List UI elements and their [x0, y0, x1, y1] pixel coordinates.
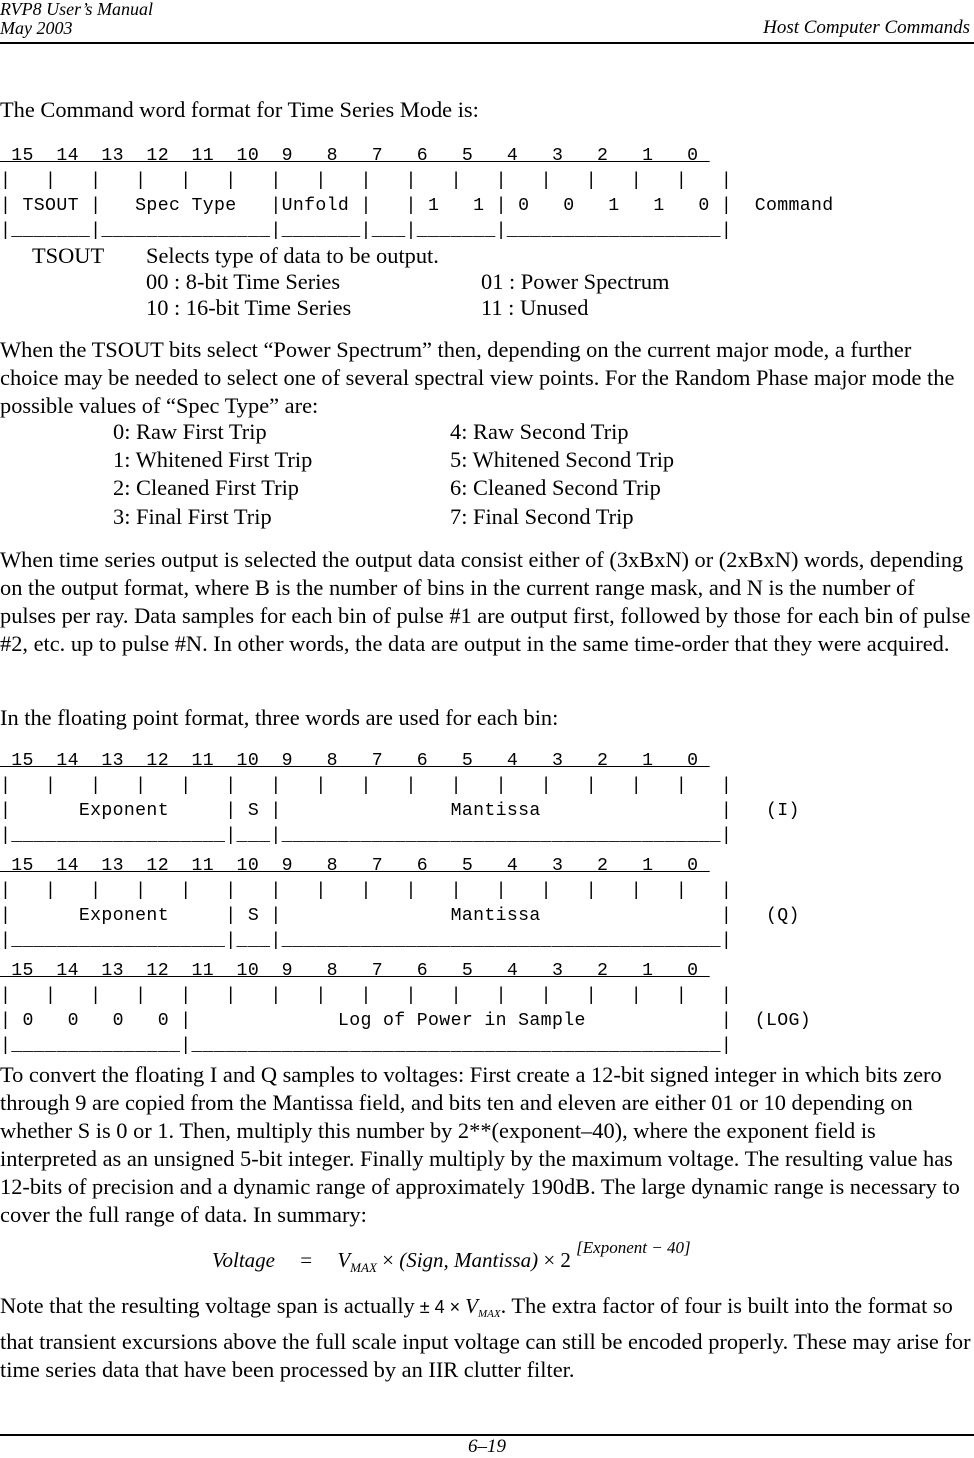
paragraph-spectrum: When the TSOUT bits select “Power Spectrum” then, depending on the current major mode, a further choice may be needed to select one of several spectral view points. For the Random Phase major mode the possible values of “Spec Type” are: [0, 337, 955, 418]
paragraph-floating-point: In the floating point format, three words are used for each bin: [0, 705, 559, 730]
bottom-rule-row: |___________________|___|_______________________________________| [0, 826, 733, 846]
note-text-before: Note that the resulting voltage span is actually [0, 1293, 415, 1318]
tsout-option: 00 : 8-bit Time Series [146, 269, 341, 294]
note-text-after: . The extra factor of four is built into the format so that transient excursions above the full scale input voltage can still be encoded properly. These may arise for time series data that have been processed by an IIR clutter filter. [0, 1293, 971, 1382]
header-rule [0, 42, 974, 44]
formula-exponent: [Exponent − 40] [576, 1238, 691, 1257]
paragraph-note [0, 1292, 974, 1384]
tsout-label: TSOUT [32, 243, 105, 268]
spec-type-item: 6: Cleaned Second Trip [450, 475, 661, 500]
field-row: | Exponent | S | Mantissa | (Q) [0, 906, 800, 926]
formula-times: × [543, 1248, 556, 1272]
bit-tick-row: | | | | | | | | | | | | | | | | | [0, 776, 733, 796]
page-number: 6–19 [468, 1436, 506, 1457]
formula-lhs: Voltage [212, 1248, 275, 1272]
bit-number-row: 15 14 13 12 11 10 9 8 7 6 5 4 3 2 1 0 [0, 146, 710, 166]
formula-equals: = [300, 1248, 313, 1272]
manual-date: May 2003 [0, 18, 73, 38]
intro-paragraph: The Command word format for Time Series Mode is: [0, 97, 479, 122]
spec-type-item: 7: Final Second Trip [450, 504, 634, 529]
paragraph-time-series: When time series output is selected the output data consist either of (3xBxN) or (2xBxN) words, depending on the output format, where B is the number of bins in the current range mask, and N is the number of pulses per ray. Data samples for each bin of pulse #1 are output first, followed by those for each bin of pulse #2, etc. up to pulse #N. In other words, the data are output in the same time-order that they were acquired. [0, 547, 971, 656]
bit-tick-row: | | | | | | | | | | | | | | | | | [0, 881, 733, 901]
tsout-description: Selects type of data to be output. [146, 243, 439, 268]
command-word-diagram [0, 144, 834, 244]
tsout-option: 11 : Unused [481, 295, 589, 320]
log-word-diagram [0, 959, 811, 1059]
voltage-formula [212, 1238, 691, 1276]
spec-type-item: 3: Final First Trip [113, 504, 272, 529]
paragraph-conversion: To convert the floating I and Q samples to voltages: First create a 12-bit signed integer in which bits zero through 9 are copied from the Mantissa field, and bits ten and eleven are either 01 or 10 depending on whether S is 0 or 1. Then, multiply this number by 2**(exponent–40), where the exponent field is interpreted as an unsigned 5-bit integer. Finally multiply by the maximum voltage. The resulting value has 12-bits of precision and a dynamic range of approximately 190dB. The large dynamic range is necessary to cover the full range of data. In summary: [0, 1062, 960, 1227]
spec-type-item: 1: Whitened First Trip [113, 447, 313, 472]
spec-type-item: 4: Raw Second Trip [450, 419, 629, 444]
bottom-rule-row: |_______________|_______________________________________________| [0, 1036, 733, 1056]
bit-number-row: 15 14 13 12 11 10 9 8 7 6 5 4 3 2 1 0 [0, 961, 710, 981]
spec-type-item: 0: Raw First Trip [113, 419, 267, 444]
manual-title: RVP8 User’s Manual [0, 0, 153, 19]
bit-tick-row: | | | | | | | | | | | | | | | | | [0, 171, 733, 191]
note-math-v: V [465, 1294, 478, 1318]
note-math-pm: ± 4 × [414, 1297, 466, 1317]
field-row: | Exponent | S | Mantissa | (I) [0, 801, 800, 821]
formula-times: × [382, 1248, 394, 1272]
tsout-option: 01 : Power Spectrum [481, 269, 670, 294]
formula-base: 2 [560, 1248, 571, 1272]
note-math-sub: MAX [477, 1308, 501, 1320]
field-row: | TSOUT | Spec Type |Unfold | | 1 1 | 0 0 1 1 0 | Command [0, 196, 834, 216]
q-word-diagram [0, 854, 800, 954]
bit-number-row: 15 14 13 12 11 10 9 8 7 6 5 4 3 2 1 0 [0, 751, 710, 771]
note-inline-math [414, 1294, 501, 1320]
spec-type-item: 2: Cleaned First Trip [113, 475, 299, 500]
bit-tick-row: | | | | | | | | | | | | | | | | | [0, 986, 733, 1006]
field-row: | 0 0 0 0 | Log of Power in Sample | (LOG) [0, 1011, 812, 1031]
bottom-rule-row: |___________________|___|_______________________________________| [0, 931, 733, 951]
formula-v: V [337, 1248, 351, 1272]
formula-paren: (Sign, Mantissa) [399, 1248, 539, 1272]
header-left [0, 0, 153, 38]
section-title: Host Computer Commands [763, 17, 970, 38]
formula-v-subscript: MAX [350, 1260, 377, 1275]
bit-number-row: 15 14 13 12 11 10 9 8 7 6 5 4 3 2 1 0 [0, 856, 710, 876]
bottom-rule-row: |_______|_______________|_______|___|_______|___________________| [0, 221, 733, 241]
spec-type-item: 5: Whitened Second Trip [450, 447, 675, 472]
i-word-diagram [0, 749, 800, 849]
tsout-option: 10 : 16-bit Time Series [146, 295, 352, 320]
